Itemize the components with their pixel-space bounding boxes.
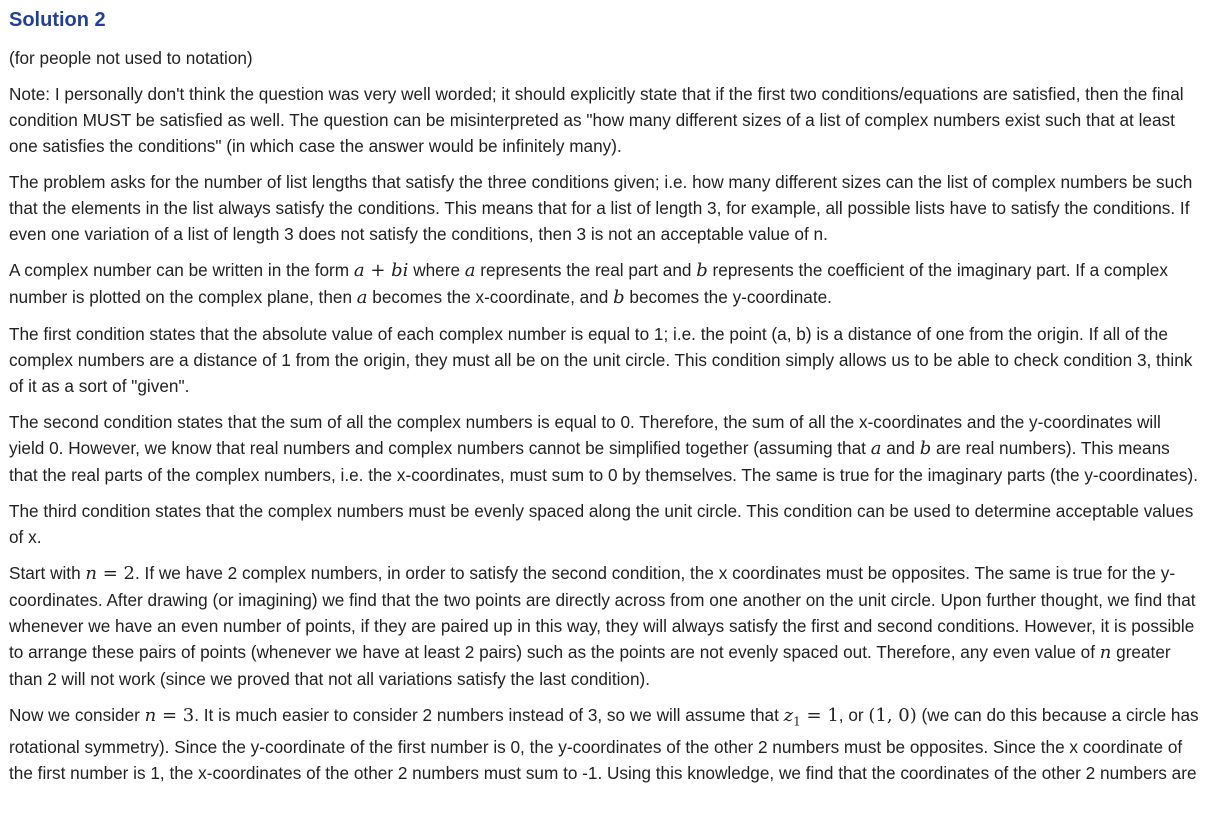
math-a: a: [353, 260, 365, 281]
math-b: b: [696, 260, 708, 281]
subtitle-paragraph: (for people not used to notation): [9, 48, 253, 68]
math-n: n: [85, 563, 98, 584]
n-equals-2-paragraph: Start with n = 2. If we have 2 complex numbers, in order to satisfy the second condition, the x coordinates must be opposites. The same is true for the y-coordinates. After drawing (or imagining) we find that the two points are directly across from one another on the unit circle. Upon further thought, we find that whenever we have an even number of points, if they are paired up in this way, they will always satisfy the first and second conditions. However, it is possible to arrange these pairs of points (whenever we have at least 2 pairs) such as the points are not evenly spaced out. Therefore, any even value of n greater than 2 will not work (since we proved that not all variations satisfy the last condition).: [9, 563, 1196, 689]
math-point: (1, 0): [868, 705, 917, 726]
math-z: z: [783, 705, 794, 726]
n-equals-3-paragraph: Now we consider n = 3. It is much easier to consider 2 numbers instead of 3, so we will assume that $z_1 = 1$, or (1, 0) (we can do this because a circle has rotational symmetry). Since the y-coordinate of the first number is 0, the y-coordinates of the other 2 numbers must be opposites. Since the x coordinate of the first number is 1, the x-coordinates of the other 2 numbers must sum to -1. Using this knowledge, we find that the coordinates of the other 2 numbers are: [9, 705, 1199, 784]
note-paragraph: Note: I personally don't think the question was very well worded; it should explicitly state that if the first two conditions/equations are satisfied, then the final condition MUST be satisfied as well. The question can be misinterpreted as "how many different sizes of a list of complex numbers exist such that at least one satisfies the conditions" (in which case the answer would be infinitely many).: [9, 84, 1184, 156]
complex-form-paragraph: A complex number can be written in the form a + bi where a represents the real part and b represents the coefficient of the imaginary part. If a complex number is plotted on the complex plane, then a becomes the x-coordinate, and b becomes the y-coordinate.: [9, 260, 1168, 308]
problem-paragraph: The problem asks for the number of list lengths that satisfy the three conditions given; i.e. how many different sizes can the list of complex numbers be such that the elements in the list always satisfy the conditions. This means that for a list of length 3, for example, all possible lists have to satisfy the conditions. If even one variation of a list of length 3 does not satisfy the conditions, then 3 is not an acceptable value of n.: [9, 172, 1193, 244]
math-bi: bi: [391, 260, 409, 281]
second-condition-paragraph: The second condition states that the sum of all the complex numbers is equal to 0. Therefore, the sum of all the x-coordinates and the y-coordinates will yield 0. However, we know that real numbers and complex numbers cannot be simplified together (assuming that a and b are real numbers). This means that the real parts of the complex numbers, i.e. the x-coordinates, must sum to 0 by themselves. The same is true for the imaginary parts (the y-coordinates).: [9, 412, 1199, 485]
first-condition-paragraph: The first condition states that the absolute value of each complex number is equal to 1; i.e. the point (a, b) is a distance of one from the origin. If all of the complex numbers are a distance of 1 from the origin, they must all be on the unit circle. This condition simply allows us to be able to check condition 3, think of it as a sort of "given".: [9, 324, 1193, 396]
solution-title: Solution 2: [9, 9, 106, 31]
third-condition-paragraph: The third condition states that the complex numbers must be evenly spaced along the unit circle. This condition can be used to determine acceptable values of x.: [9, 501, 1194, 547]
